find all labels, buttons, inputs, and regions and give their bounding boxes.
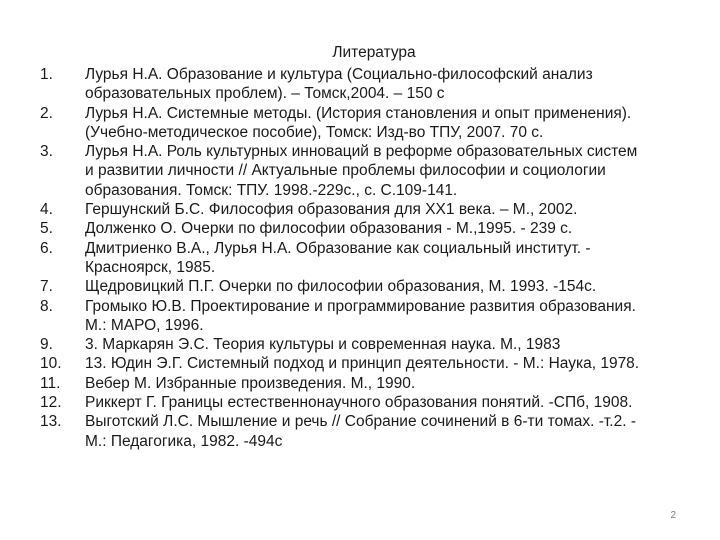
- reference-item: [40, 142, 690, 200]
- reference-number: 7.: [40, 278, 53, 296]
- reference-number: 9.: [40, 336, 53, 354]
- reference-text: 3. Маркарян Э.С. Теория культуры и современная наука. М., 1983: [85, 336, 561, 354]
- reference-item: [40, 297, 690, 336]
- reference-text: Риккерт Г. Границы естественнонаучного образования понятий. -СПб, 1908.: [85, 394, 633, 412]
- reference-item: [40, 393, 690, 412]
- reference-item: [40, 200, 690, 219]
- slide-title: Литература: [332, 44, 416, 61]
- reference-number: 10.: [40, 355, 62, 373]
- reference-list: [40, 65, 690, 451]
- reference-number: 8.: [40, 297, 53, 315]
- reference-item: [40, 412, 690, 451]
- reference-text: Гершунский Б.С. Философия образования для ХХ1 века. – М., 2002.: [85, 201, 578, 219]
- reference-number: 4.: [40, 201, 53, 219]
- reference-text: Лурья Н.А. Образование и культура (Социально-философский анализ образовательных проблем). – Томск,2004. – 150 с: [85, 66, 593, 103]
- reference-text: 13. Юдин Э.Г. Системный подход и принцип деятельности. - М.: Наука, 1978.: [85, 355, 640, 373]
- reference-number: 6.: [40, 239, 53, 257]
- reference-text: Вебер М. Избранные произведения. М., 1990.: [85, 374, 416, 392]
- reference-item: [40, 65, 690, 104]
- reference-text: Выготский Л.С. Мышление и речь // Собрание сочинений в 6-ти томах. -т.2. - М.: Педагогика, 1982. -494с: [85, 413, 636, 450]
- reference-number: 2.: [40, 104, 53, 122]
- reference-number: 5.: [40, 220, 53, 238]
- reference-item: [40, 335, 690, 354]
- reference-item: [40, 354, 690, 373]
- reference-number: 1.: [40, 66, 53, 83]
- reference-item: [40, 277, 690, 296]
- reference-number: 11.: [40, 374, 61, 392]
- reference-number: 12.: [40, 394, 62, 412]
- reference-text: Лурья Н.А. Системные методы. (История становления и опыт применения). (Учебно-методическое пособие), Томск: Изд-во ТПУ, 2007. 70 с.: [85, 104, 632, 141]
- reference-text: Громыко Ю.В. Проектирование и программирование развития образования. М.: МАРО, 1996.: [85, 297, 636, 334]
- reference-item: [40, 104, 690, 143]
- reference-item: [40, 239, 690, 278]
- reference-text: Долженко О. Очерки по философии образования - М.,1995. - 239 с.: [85, 220, 573, 238]
- reference-text: Дмитриенко В.А., Лурья Н.А. Образование как социальный институт. - Красноярск, 1985.: [85, 239, 591, 276]
- reference-text: Лурья Н.А. Роль культурных инноваций в реформе образовательных систем и развитии личности // Актуальные проблемы философии и социологии образования. Томск: ТПУ. 1998.-229с., с. С.109-141.: [85, 143, 638, 199]
- reference-item: [40, 374, 690, 393]
- reference-item: [40, 219, 690, 238]
- reference-number: 13.: [40, 413, 62, 431]
- reference-number: 3.: [40, 143, 53, 161]
- reference-text: Щедровицкий П.Г. Очерки по философии образования, М. 1993. -154с.: [85, 278, 597, 296]
- page-number: 2: [670, 510, 676, 521]
